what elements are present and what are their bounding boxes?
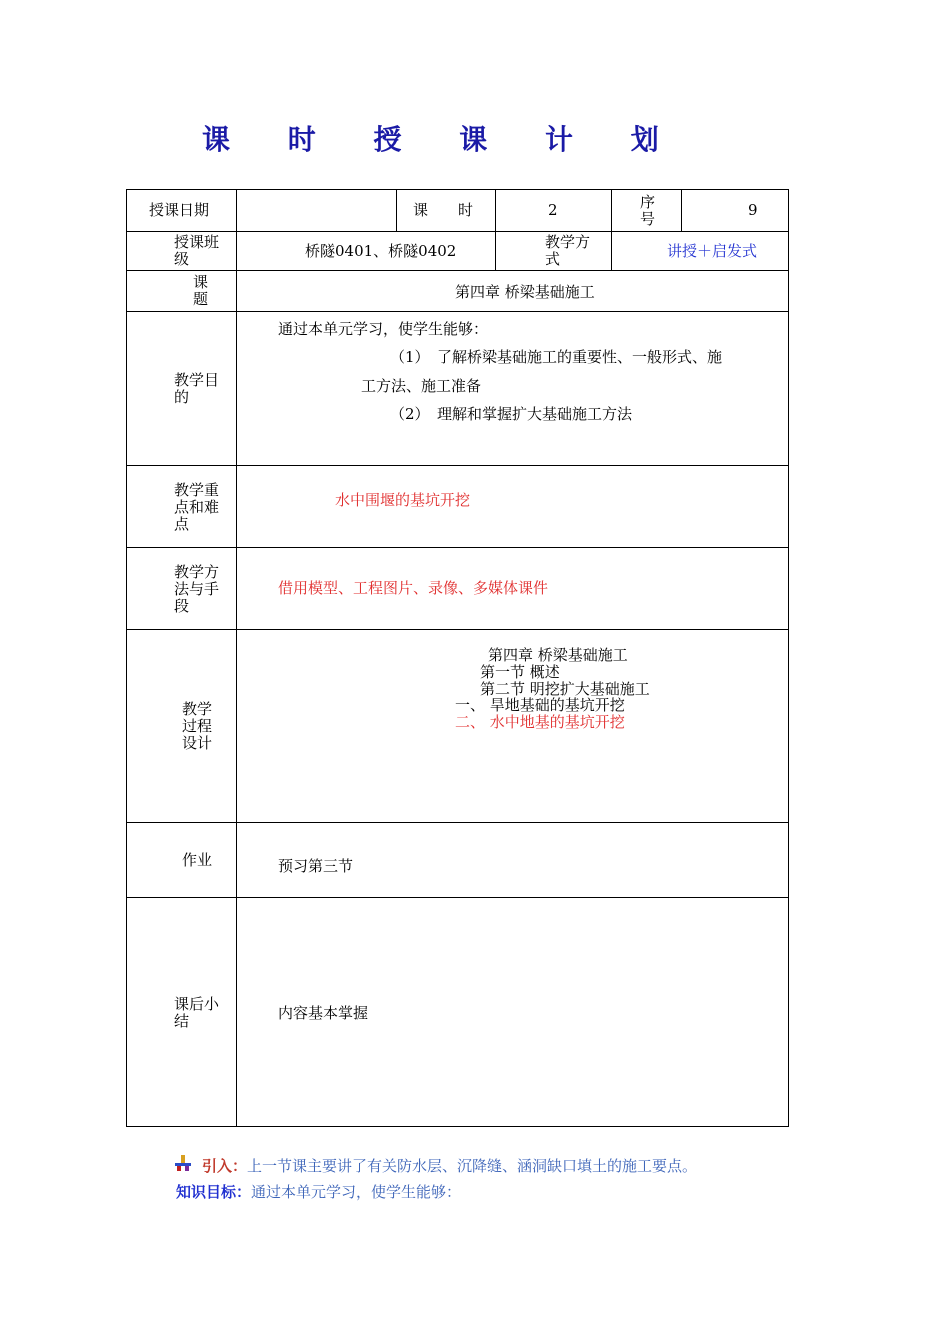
hours-value: 2 <box>548 201 558 219</box>
intro-label: 引入： <box>202 1157 248 1175</box>
summary-label: 课后小结 <box>174 995 220 1030</box>
summary-value: 内容基本掌握 <box>278 1004 369 1022</box>
objective-item-2: （2） 理解和掌握扩大基础施工方法 <box>390 405 633 423</box>
seq-label: 序号 <box>640 193 656 228</box>
intro-line <box>202 1155 697 1176</box>
goal-line <box>176 1181 461 1202</box>
keypoints-value: 水中围堰的基坑开挖 <box>335 491 471 509</box>
method-label: 教学方式 <box>545 233 591 268</box>
objectives-label: 教学目的 <box>174 371 220 406</box>
keypoints-label: 教学重点和难点 <box>174 481 220 533</box>
class-label: 授课班级 <box>174 233 220 268</box>
goal-label: 知识目标： <box>176 1183 252 1201</box>
page-title: 课 时 授 课 计 划 <box>202 123 683 156</box>
intro-text: 上一节课主要讲了有关防水层、沉降缝、涵洞缺口填土的施工要点。 <box>247 1157 698 1175</box>
process-line-2: 第一节 概述 <box>480 663 560 681</box>
topic-value: 第四章 桥梁基础施工 <box>455 283 595 301</box>
class-value: 桥隧0401、桥隧0402 <box>305 242 457 260</box>
objective-item-1-line-1: （1） 了解桥梁基础施工的重要性、一般形式、施 <box>390 348 723 366</box>
homework-value: 预习第三节 <box>278 857 354 875</box>
method-value: 讲授＋启发式 <box>667 242 758 260</box>
topic-label: 课 题 <box>192 273 224 308</box>
process-line-1: 第四章 桥梁基础施工 <box>488 646 628 664</box>
goal-text: 通过本单元学习，使学生能够： <box>251 1183 462 1201</box>
objective-item-1-line-2: 工方法、施工准备 <box>361 377 482 395</box>
pointer-arrow-icon <box>174 1154 192 1172</box>
process-line-5: 二、 水中地基的基坑开挖 <box>455 713 625 731</box>
process-line-3: 第二节 明挖扩大基础施工 <box>480 680 650 698</box>
seq-value: 9 <box>748 201 758 219</box>
date-label: 授课日期 <box>149 201 210 219</box>
objectives-intro: 通过本单元学习，使学生能够： <box>278 320 489 338</box>
means-label: 教学方法与手段 <box>174 563 220 615</box>
process-line-4: 一、 旱地基础的基坑开挖 <box>455 696 625 714</box>
means-value: 借用模型、工程图片、录像、多媒体课件 <box>278 579 549 597</box>
hours-label: 课 时 <box>413 201 474 219</box>
process-label: 教学过程设计 <box>182 700 213 752</box>
homework-label: 作业 <box>182 851 213 869</box>
